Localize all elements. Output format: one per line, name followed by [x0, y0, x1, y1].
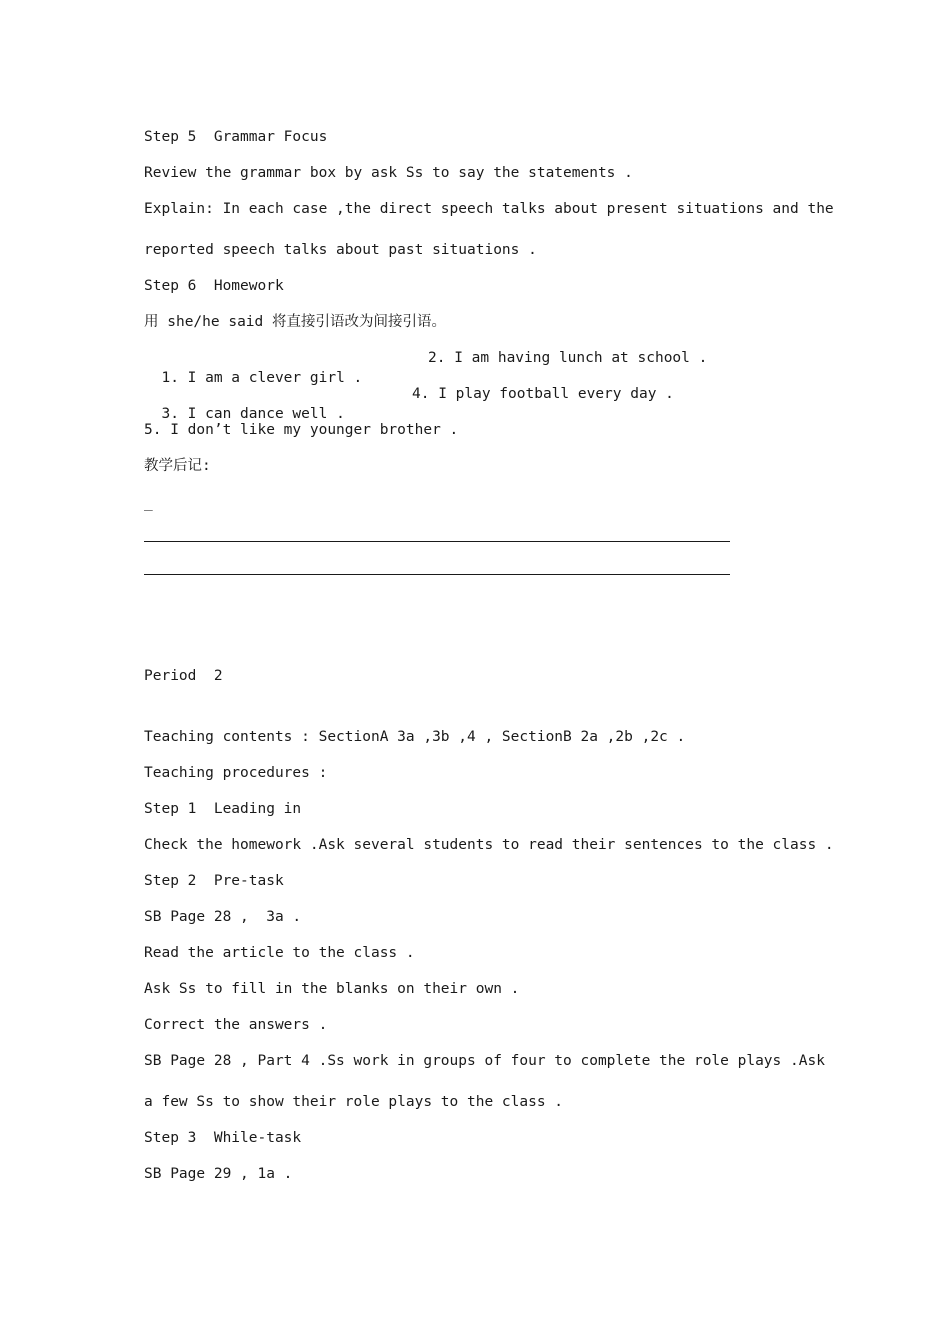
step1-text: Check the homework .Ask several students to read their sentences to the class . [144, 837, 834, 853]
teaching-contents: Teaching contents : SectionA 3a ,3b ,4 , SectionB 2a ,2b ,2c . [144, 729, 686, 745]
step2-heading: Step 2 Pre-task [144, 873, 284, 889]
teaching-notes-label: 教学后记: [144, 458, 211, 474]
step2-line: SB Page 28 , 3a . [144, 909, 302, 925]
homework-instruction: 用 she/he said 将直接引语改为间接引语。 [144, 314, 446, 330]
step2-line: Ask Ss to fill in the blanks on their own . [144, 981, 520, 997]
step2-line: a few Ss to show their role plays to the class . [144, 1094, 564, 1110]
step5-heading: Step 5 Grammar Focus [144, 129, 328, 145]
homework-item-5: 5. I don’t like my younger brother . [144, 422, 459, 438]
homework-item-4: 4. I play football every day . [412, 386, 674, 402]
step2-line: Read the article to the class . [144, 945, 415, 961]
step3-heading: Step 3 While-task [144, 1130, 302, 1146]
notes-line-1 [144, 541, 730, 542]
step3-text: SB Page 29 , 1a . [144, 1166, 293, 1182]
review-text: Review the grammar box by ask Ss to say the statements . [144, 165, 633, 181]
teaching-procedures: Teaching procedures : [144, 765, 328, 781]
step1-heading: Step 1 Leading in [144, 801, 302, 817]
explain-text-line2: reported speech talks about past situations . [144, 242, 537, 258]
step2-line: Correct the answers . [144, 1017, 328, 1033]
period-heading: Period 2 [144, 668, 223, 684]
homework-item-2: 2. I am having lunch at school . [428, 350, 708, 366]
step6-heading: Step 6 Homework [144, 278, 284, 294]
homework-item-3: 3. I can dance well . [161, 406, 345, 422]
notes-line-2 [144, 574, 730, 575]
notes-dash: _ [144, 495, 153, 511]
homework-item-1: 1. I am a clever girl . [161, 370, 363, 386]
explain-text-line1: Explain: In each case ,the direct speech talks about present situations and the [144, 201, 834, 217]
step2-line: SB Page 28 , Part 4 .Ss work in groups of four to complete the role plays .Ask [144, 1053, 825, 1069]
